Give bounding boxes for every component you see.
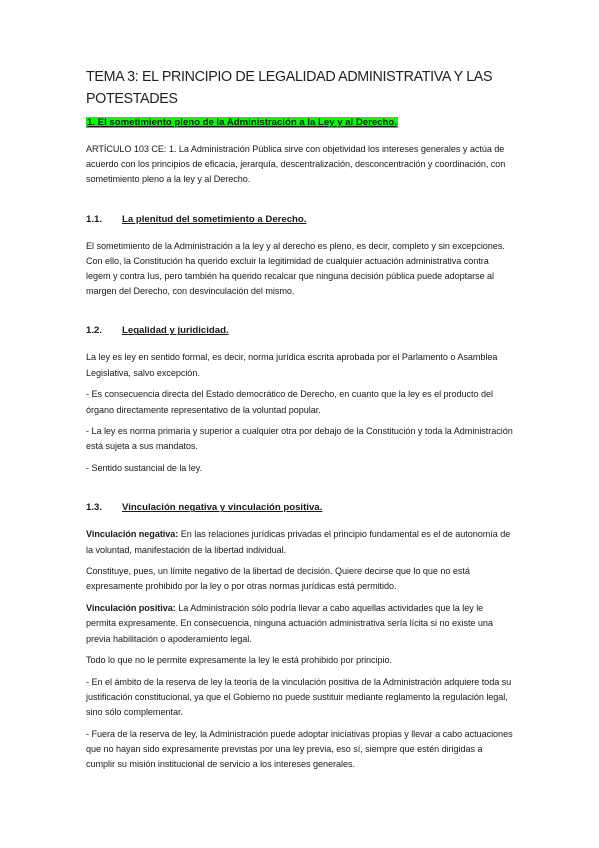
paragraph: El sometimiento de la Administración a la ley y al derecho es pleno, es decir, completo y sin excepciones. Con ello, la Constitución ha querido excluir la legitimidad de cualquier actuación administrativa contra legem y contra Ius, pero también ha querido recalcar que ninguna decisión pública puede adoptarse al margen del Derecho, con desvinculación del mismo. — [86, 240, 505, 297]
paragraph-vinculacion-positiva — [86, 601, 513, 647]
bold-label: Vinculación positiva: — [86, 603, 176, 614]
section-number: 1.2. — [86, 325, 103, 337]
paragraph-text: La Administración sólo podría llevar a cabo aquellas actividades que la ley le permita expresamente. En consecuencia, ninguna actuación administrativa sería lícita si no existe una previa habilitación o apoderamiento legal. — [86, 603, 493, 644]
paragraph-text: En las relaciones jurídicas privadas el principio fundamental es el de autonomía de la voluntad, manifestación de la libertad individual. — [86, 529, 511, 555]
heading-1-text: 1. El sometimiento pleno de la Administración a la Ley y al Derecho. — [87, 117, 397, 128]
paragraph: La ley es ley en sentido formal, es decir, norma jurídica escrita aprobada por el Parlamento o Asamblea Legislativa, salvo excepción. — [86, 352, 498, 378]
paragraph: - En el ámbito de la reserva de ley la teoría de la vinculación positiva de la Administración adquiere toda su justificación constitucional, ya que el Gobierno no puede sustituir mediante reglamento la regulación legal, sino sólo complementar. — [86, 676, 512, 718]
paragraph: Todo lo que no le permite expresamente la ley le está prohibido por principio. — [86, 655, 392, 666]
paragraph: Constituye, pues, un límite negativo de la libertad de decisión. Quiere decirse que lo que no está expresamente prohibido por la ley o por otras normas jurídicas está permitido. — [86, 566, 470, 592]
section-1-1-heading — [86, 214, 513, 226]
section-number: 1.1. — [86, 213, 103, 225]
paragraph-vinculacion-negativa — [86, 527, 513, 557]
highlighted-heading — [86, 117, 513, 129]
section-title: Vinculación negativa y vinculación positiva. — [122, 502, 323, 514]
section-title: La plenitud del sometimiento a Derecho. — [122, 213, 307, 225]
section-1-2-heading — [86, 325, 513, 337]
section-title: Legalidad y juridicidad. — [122, 325, 229, 337]
paragraph: - La ley es norma primaria y superior a cualquier otra por debajo de la Constitución y toda la Administración está sujeta a sus mandatos. — [86, 426, 513, 452]
paragraph: - Es consecuencia directa del Estado democrático de Derecho, en cuanto que la ley es el producto del órgano directamente representativo de la voluntad popular. — [86, 389, 493, 415]
section-1-3-heading — [86, 502, 513, 514]
bold-label: Vinculación negativa: — [86, 529, 179, 540]
article-103-paragraph: ARTÍCULO 103 CE: 1. La Administración Pública sirve con objetividad los intereses generales y actúa de acuerdo con los principios de eficacia, jerarquía, descentralización, desconcentración y coordinación, con sometimiento pleno a la ley y al Derecho. — [86, 144, 506, 185]
section-number: 1.3. — [86, 502, 103, 514]
document-title: TEMA 3: EL PRINCIPIO DE LEGALIDAD ADMINISTRATIVA Y LAS POTESTADES — [86, 69, 493, 107]
paragraph: - Sentido sustancial de la ley. — [86, 463, 203, 474]
paragraph: - Fuera de la reserva de ley, la Administración puede adoptar iniciativas propias y llevar a cabo actuaciones que no hayan sido expresamente previstas por una ley previa, eso sí, siempre que estén dirigidas a cumplir su misión institucional de servicio a los intereses generales. — [86, 729, 513, 770]
